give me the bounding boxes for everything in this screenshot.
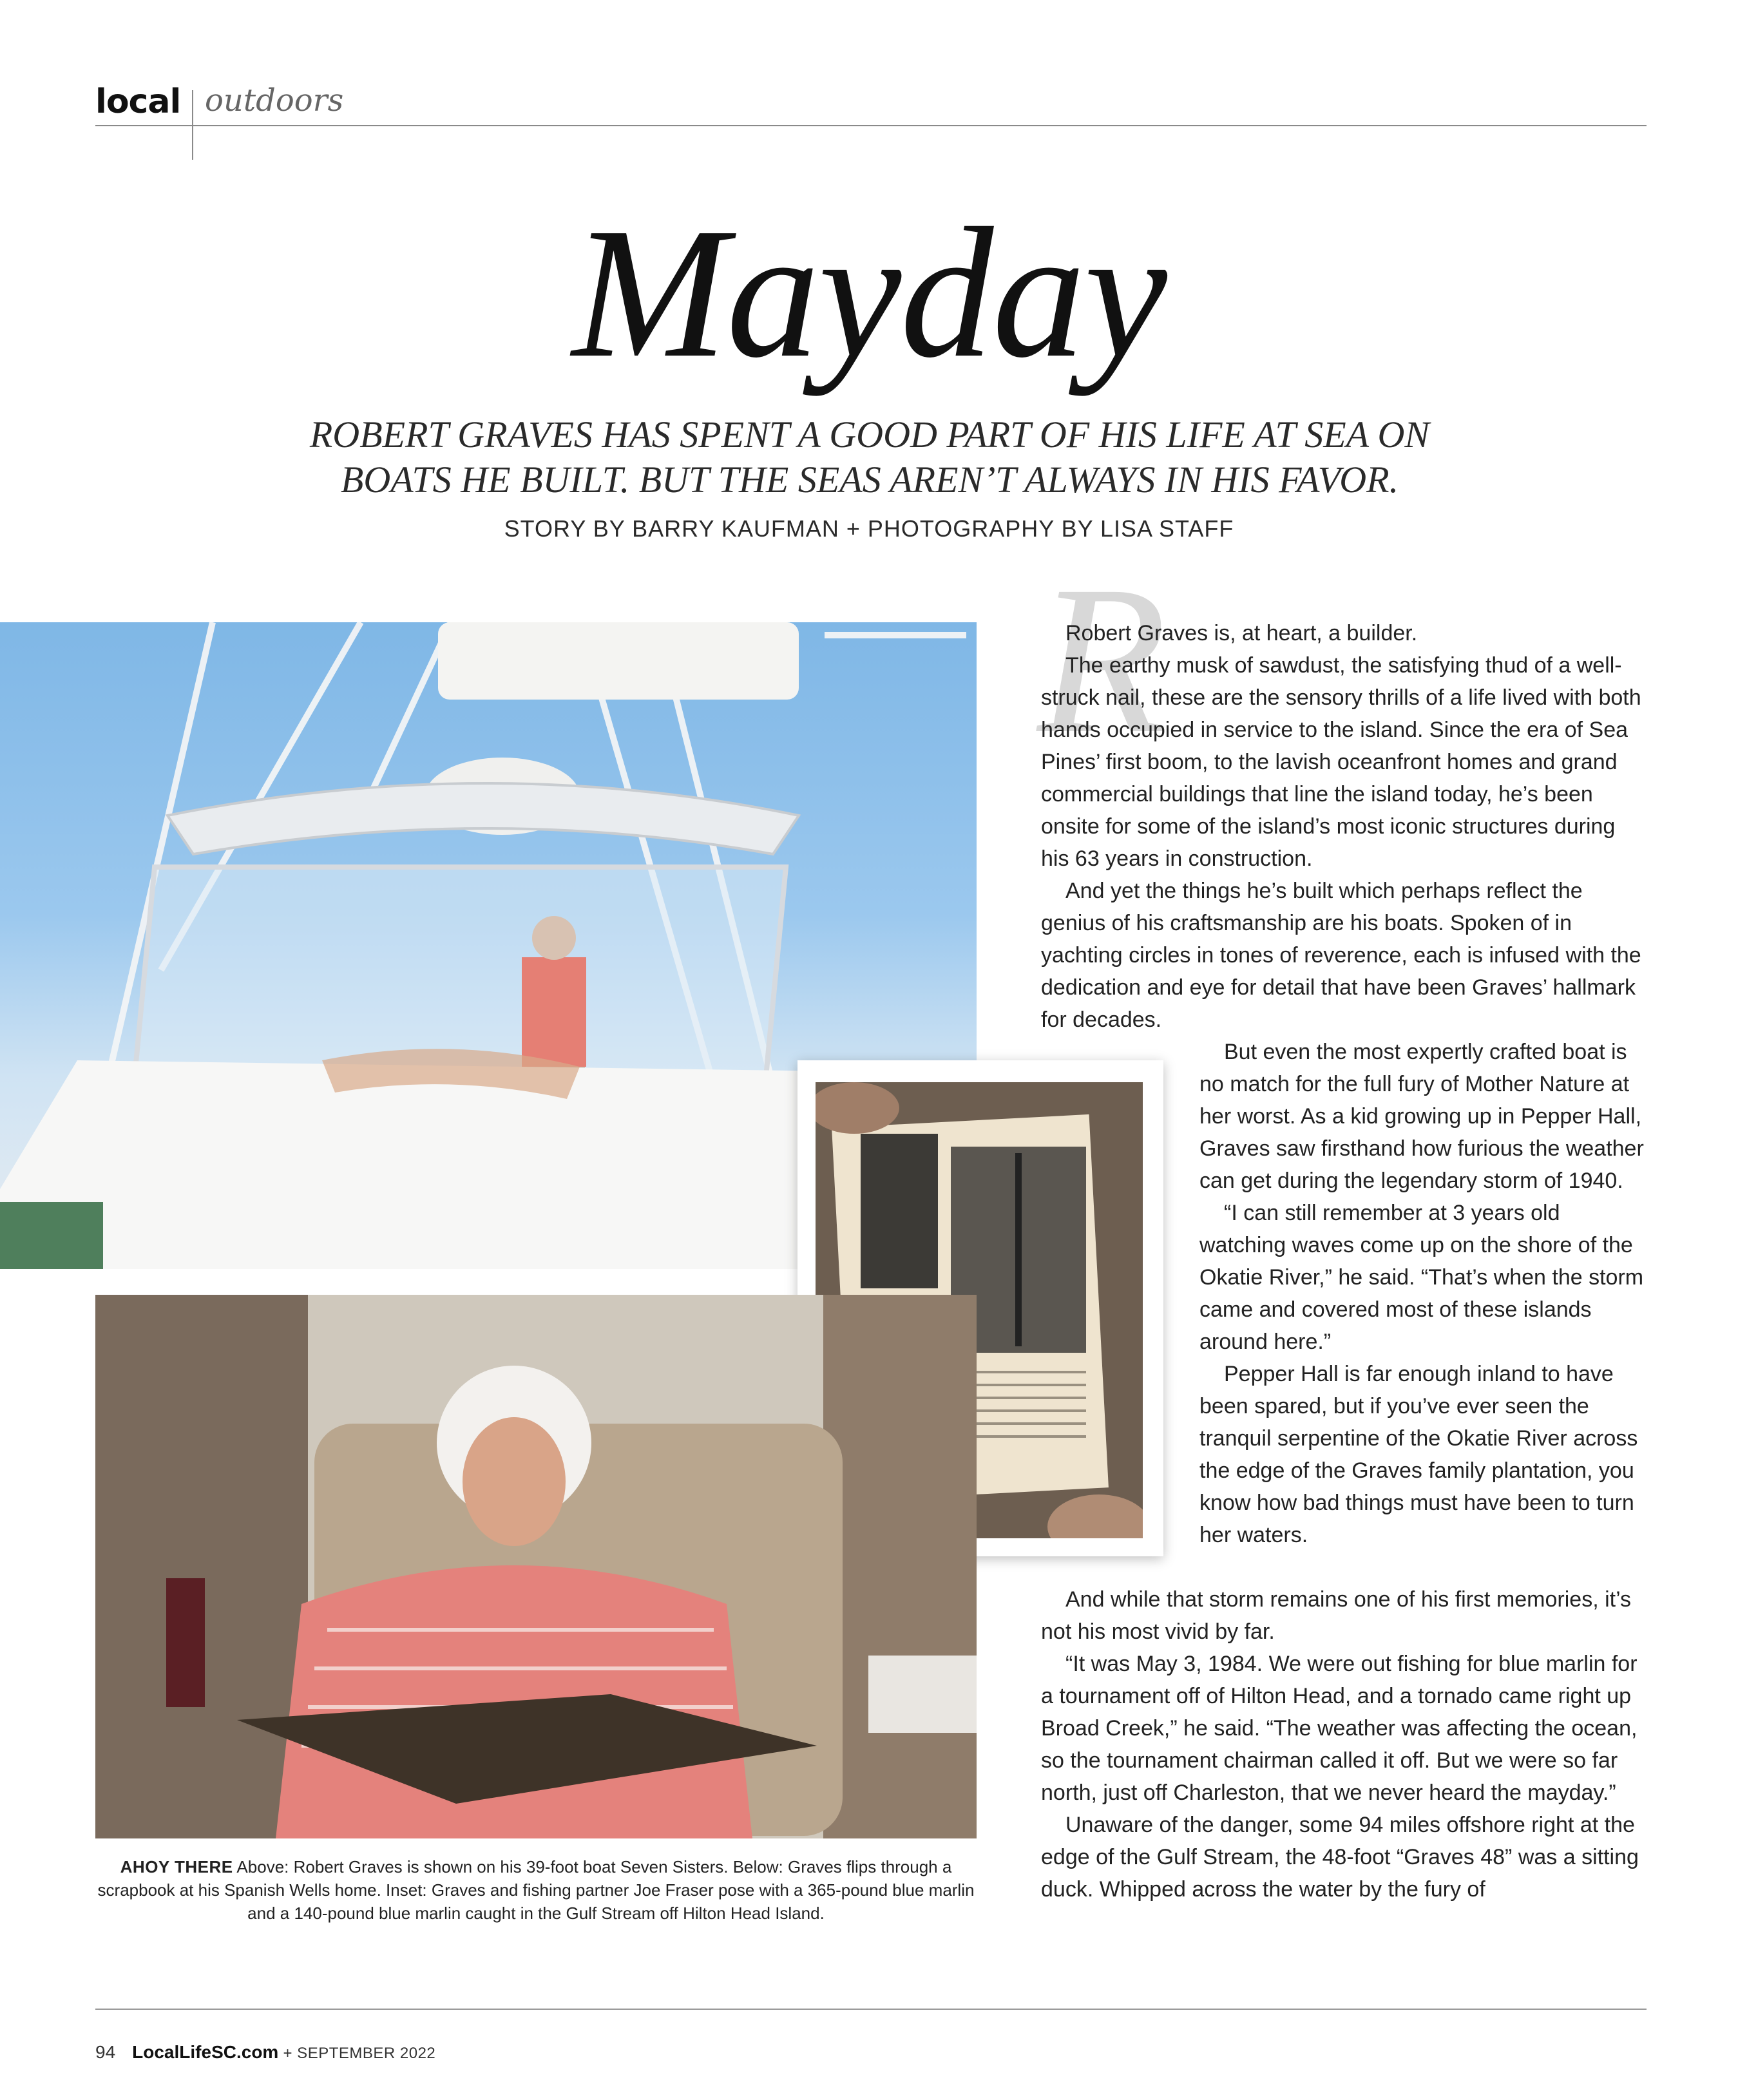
caption-text: Above: Robert Graves is shown on his 39-foot boat Seven Sisters. Below: Graves flips through a scrapbook at his Spanish Wells home. Inset: Graves and fishing partner Joe Fraser pose with a 365-pound blue marlin and a 140-pound blue marlin caught in the Gulf Stream off Hilton Head Island.	[97, 1857, 975, 1923]
paragraph: “It was May 3, 1984. We were out fishing for blue marlin for a tournament off of Hilton Head, and a tornado came right up Broad Creek,” he said. “The weather was affecting the ocean, so the tournament chairman called it off. But we were so far north, just off Charleston, that we never heard the mayday.”	[1041, 1652, 1638, 1805]
caption-lead: AHOY THERE	[120, 1857, 233, 1876]
paragraph: But even the most expertly crafted boat is no match for the full fury of Mother Nature at her worst. As a kid growing up in Pepper Hall, Graves saw firsthand how furious the weather can get during the legendary storm of 1940.	[1199, 1040, 1644, 1193]
body-column-narrow	[1199, 1036, 1650, 1551]
paragraph: And yet the things he’s built which perhaps reflect the genius of his craftsmanship are his boats. Spoken of in yachting circles in tones of reverence, each is infused with the dedication and eye for detail that have been Graves’ hallmark for decades.	[1041, 879, 1641, 1032]
body-column-top	[1041, 617, 1647, 1036]
paragraph: Pepper Hall is far enough inland to have been spared, but if you’ve ever seen the tranquil serpentine of the Okatie River across the edge of the Graves family plantation, you know how bad things must have been to turn her waters.	[1199, 1362, 1638, 1547]
paragraph: “I can still remember at 3 years old watching waves come up on the shore of the Okatie River,” he said. “That’s when the storm came and covered most of these islands around here.”	[1199, 1201, 1644, 1354]
section-label: outdoors	[205, 82, 344, 119]
deck-line-2: BOATS HE BUILT. BUT THE SEAS AREN’T ALWAYS IN HIS FAVOR.	[340, 459, 1399, 501]
footer-issue: + SEPTEMBER 2022	[278, 2045, 436, 2062]
header-divider	[95, 125, 1647, 126]
footer	[95, 2042, 435, 2063]
article-deck	[193, 412, 1546, 502]
article-title: Mayday	[571, 189, 1166, 396]
paragraph: And while that storm remains one of his first memories, it’s not his most vivid by far.	[1041, 1587, 1632, 1644]
deck-line-1: ROBERT GRAVES HAS SPENT A GOOD PART OF HIS LIFE AT SEA ON	[309, 414, 1430, 455]
body-column-bottom	[1041, 1583, 1647, 1905]
photo-portrait	[95, 1295, 977, 1838]
paragraph: Robert Graves is, at heart, a builder.	[1065, 621, 1418, 645]
paragraph: Unaware of the danger, some 94 miles offshore right at the edge of the Gulf Stream, the 48-foot “Graves 48” was a sitting duck. Whipped across the water by the fury of	[1041, 1813, 1639, 1902]
footer-divider	[95, 2009, 1647, 2010]
page-number: 94	[95, 2042, 116, 2062]
drop-cap: R	[1037, 542, 1167, 778]
footer-site-link[interactable]: LocalLifeSC.com	[132, 2042, 279, 2062]
byline: STORY BY BARRY KAUFMAN + PHOTOGRAPHY BY LISA STAFF	[504, 515, 1234, 542]
paragraph: The earthy musk of sawdust, the satisfying thud of a well-struck nail, these are the sensory thrills of a life lived with both hands occupied in service to the island. Since the era of Sea Pines’ first boom, to the lavish oceanfront homes and grand commercial buildings that line the island today, he’s been onsite for some of the island’s most iconic structures during his 63 years in construction.	[1041, 653, 1641, 871]
photo-caption	[95, 1855, 977, 1925]
brand-logo: local	[95, 82, 181, 121]
